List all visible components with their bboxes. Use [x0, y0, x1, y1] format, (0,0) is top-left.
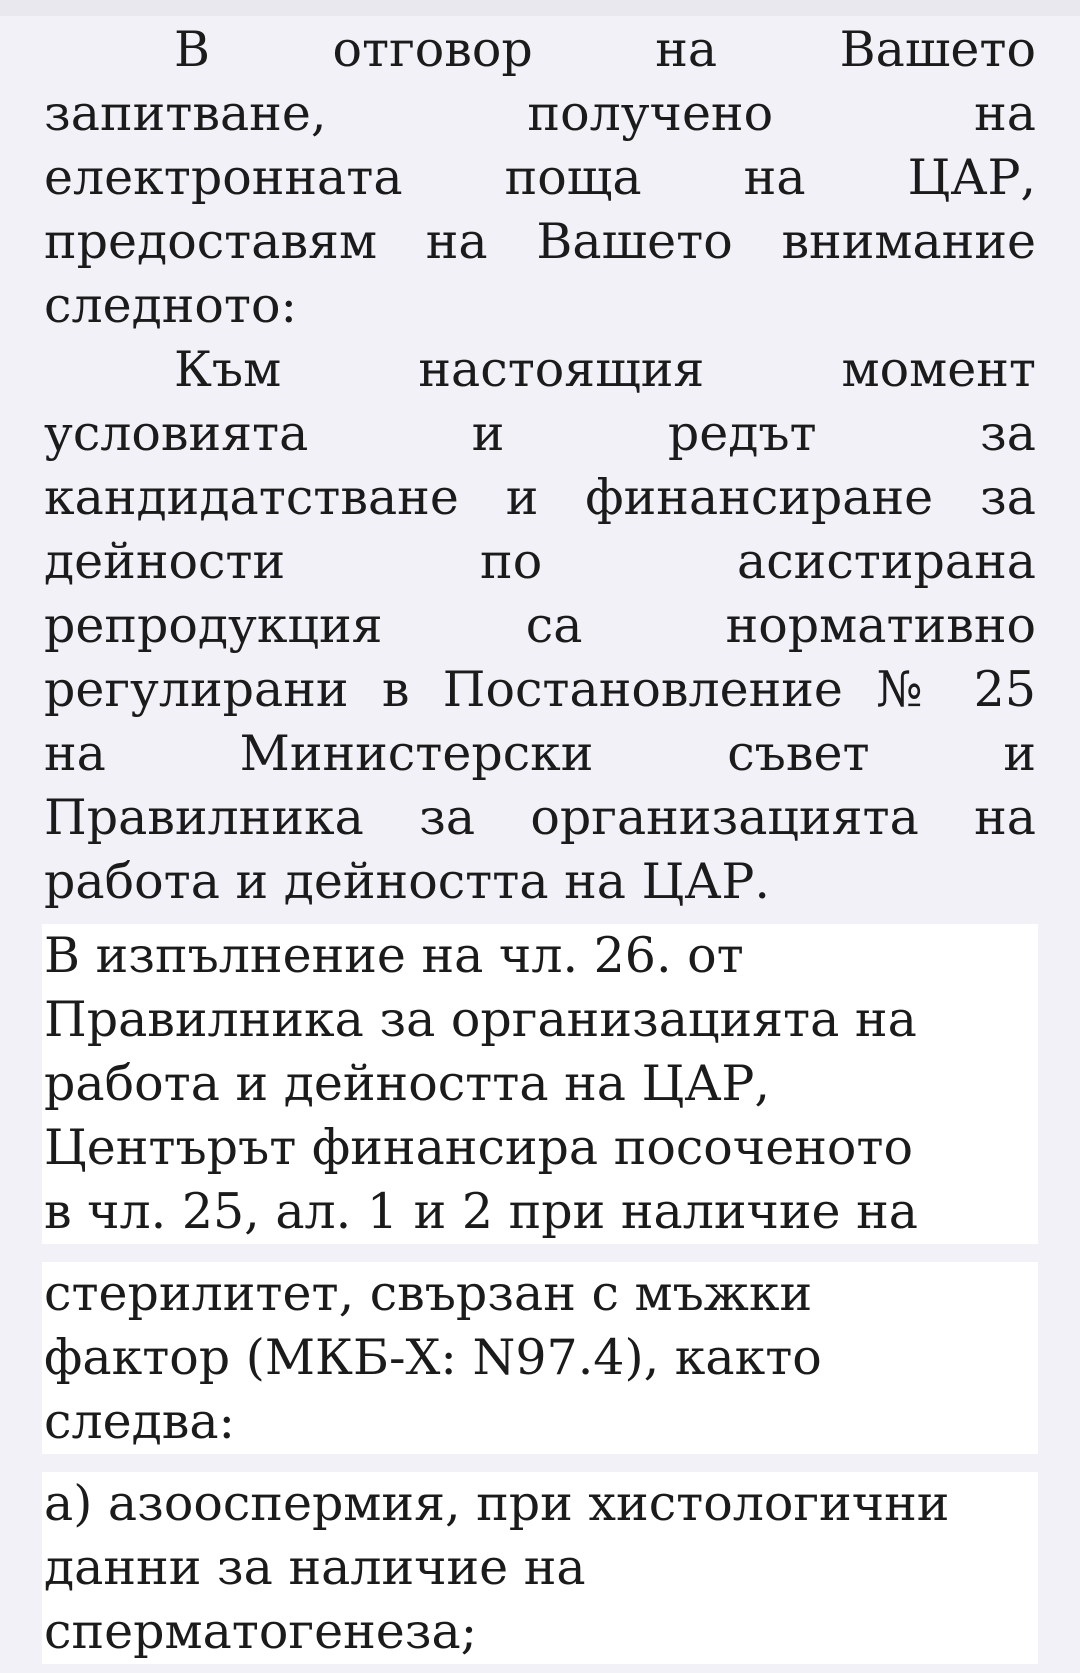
text-line: условията и редът за [44, 405, 1036, 462]
text-line: стерилитет, свързан с мъжки [44, 1265, 813, 1322]
text-line: в чл. 25, ал. 1 и 2 при наличие на [44, 1183, 918, 1240]
text-line: Към настоящия момент [174, 341, 1036, 398]
text-line: електронната поща на ЦАР, [44, 149, 1036, 206]
text-line: на Министерски съвет и [44, 725, 1036, 782]
text-line: В изпълнение на чл. 26. от [44, 927, 744, 984]
text-line: данни за наличие на [44, 1539, 586, 1596]
text-line: следва: [44, 1393, 236, 1450]
quote-block-male-factor [42, 1262, 1038, 1454]
text-line: репродукция са нормативно [44, 597, 1036, 654]
text-line: следното: [44, 277, 298, 334]
text-line: работа и дейността на ЦАР, [44, 1055, 770, 1112]
quote-block-azoospermia [42, 1472, 1038, 1664]
text-line: регулирани в Постановление № 25 [44, 661, 1036, 718]
text-line: Правилника за организацията на [44, 789, 1036, 846]
text-line: работа и дейността на ЦАР. [44, 853, 770, 910]
paragraph-response [44, 18, 1036, 338]
paragraph-regulation [44, 338, 1036, 914]
document-body [44, 18, 1036, 1664]
text-line: предоставям на Вашето внимание [44, 213, 1036, 270]
text-line: сперматогенеза; [44, 1603, 478, 1660]
text-line: запитване, получено на [44, 85, 1036, 142]
text-line: а) азооспермия, при хистологични [44, 1475, 950, 1532]
text-line: кандидатстване и финансиране за [44, 469, 1036, 526]
text-line: фактор (МКБ-X: N97.4), както [44, 1329, 822, 1386]
text-line: дейности по асистирана [44, 533, 1036, 590]
quote-block-article-26 [42, 924, 1038, 1244]
top-strip [0, 0, 1080, 16]
text-line: Правилника за организацията на [44, 991, 917, 1048]
text-line: Центърът финансира посоченото [44, 1119, 913, 1176]
text-line: В отговор на Вашето [174, 21, 1036, 78]
